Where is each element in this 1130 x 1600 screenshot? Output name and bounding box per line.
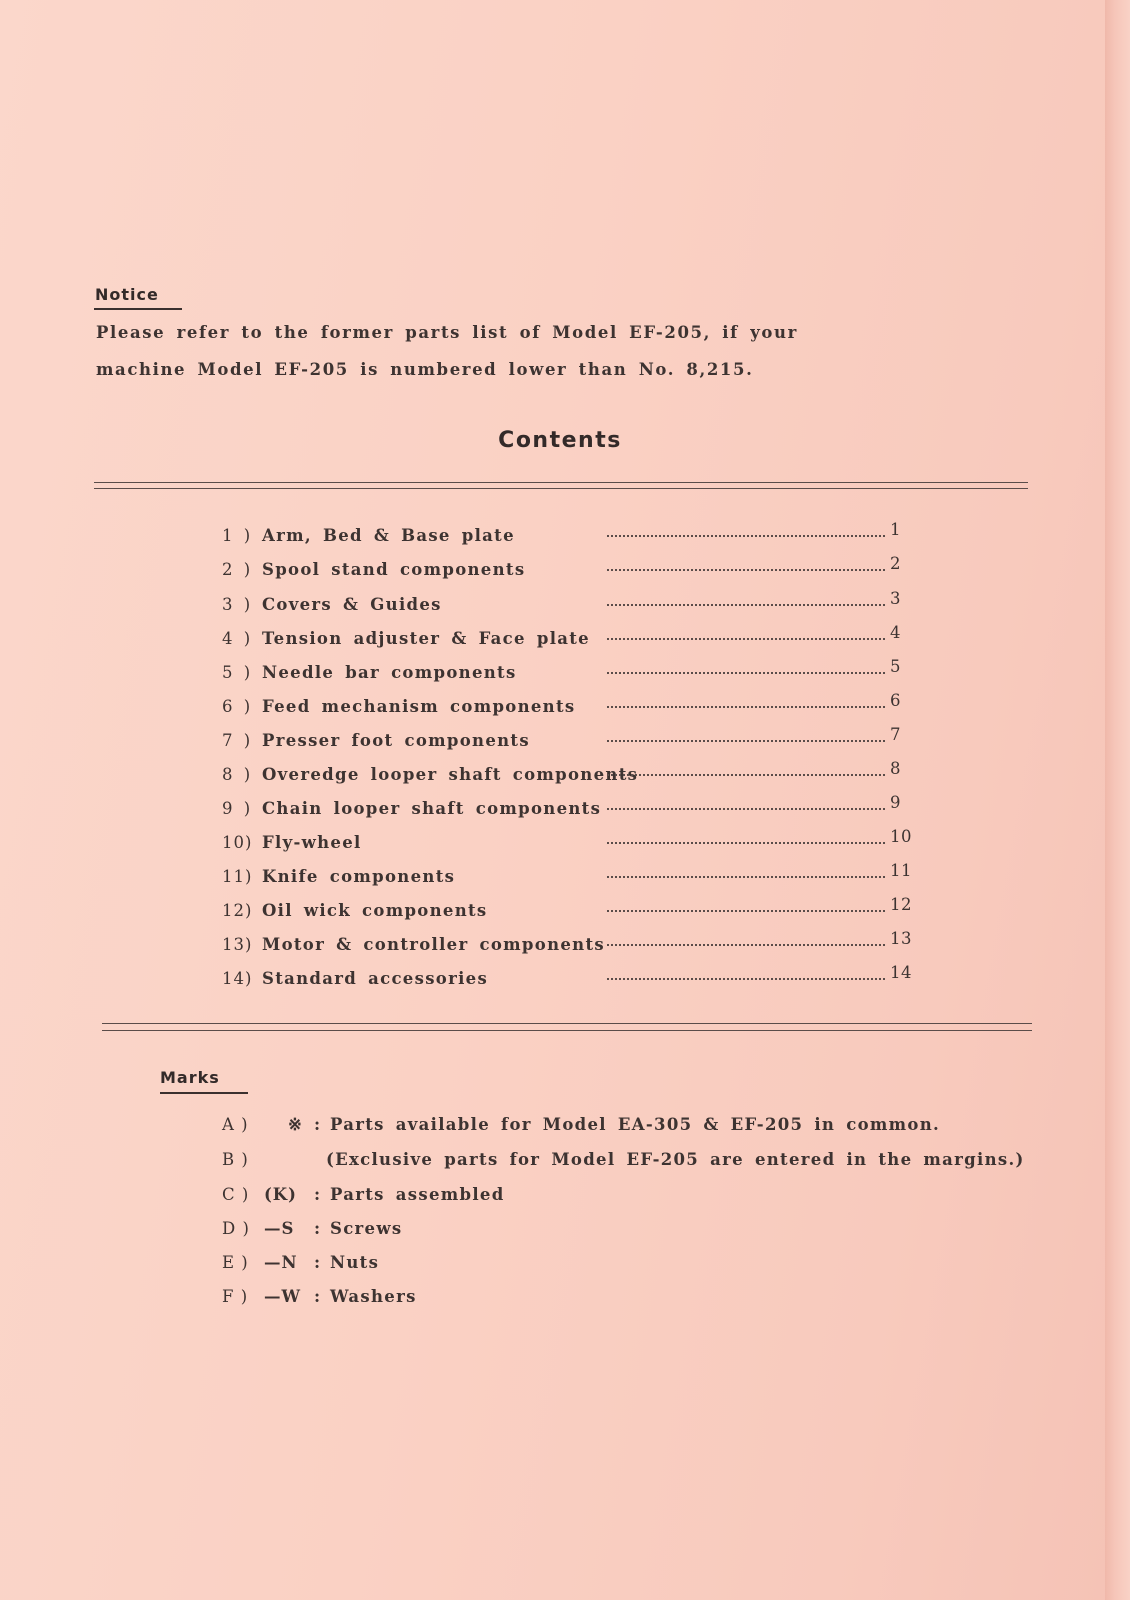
toc-leader-dots xyxy=(607,730,885,742)
toc-entry-page: 11 xyxy=(890,861,912,880)
toc-leader-dots xyxy=(607,594,885,606)
toc-entry-title: Arm, Bed & Base plate xyxy=(262,526,515,545)
toc-entry xyxy=(222,963,922,995)
toc-entry-page: 4 xyxy=(890,623,901,642)
toc-leader-dots xyxy=(607,696,885,708)
toc-entry-title: Needle bar components xyxy=(262,663,517,682)
toc-entry-title: Knife components xyxy=(262,867,456,886)
mark-entry xyxy=(222,1287,1022,1313)
toc-entry-title: Tension adjuster & Face plate xyxy=(262,629,590,648)
mark-symbol: —N xyxy=(264,1253,298,1272)
toc-entry xyxy=(222,623,922,655)
divider-rule xyxy=(102,1030,1032,1031)
toc-leader-dots xyxy=(607,866,885,878)
toc-entry-page: 13 xyxy=(890,929,912,948)
toc-entry-title: Covers & Guides xyxy=(262,595,442,614)
toc-entry xyxy=(222,929,922,961)
mark-symbol: —W xyxy=(264,1287,302,1306)
mark-description: Parts available for Model EA-305 & EF-205 in common. xyxy=(330,1115,941,1134)
marks-heading: Marks xyxy=(160,1068,220,1087)
contents-title: Contents xyxy=(498,428,622,453)
divider-rule xyxy=(94,488,1028,489)
toc-entry-page: 1 xyxy=(890,520,901,539)
toc-entry-number: 6 ) xyxy=(222,697,252,716)
mark-description: Washers xyxy=(330,1287,417,1306)
toc-entry-page: 3 xyxy=(890,589,901,608)
toc-entry-title: Oil wick components xyxy=(262,901,488,920)
toc-entry-page: 12 xyxy=(890,895,912,914)
toc-entry-page: 10 xyxy=(890,827,912,846)
toc-entry-number: 3 ) xyxy=(222,595,252,614)
mark-symbol: (K) xyxy=(264,1185,297,1204)
toc-entry xyxy=(222,691,922,723)
toc-entry-number: 7 ) xyxy=(222,731,252,750)
toc-entry xyxy=(222,554,922,586)
toc-leader-dots xyxy=(607,968,885,980)
mark-entry xyxy=(222,1115,1022,1141)
toc-entry-number: 4 ) xyxy=(222,629,252,648)
toc-entry-title: Chain looper shaft components xyxy=(262,799,602,818)
toc-entry-number: 14) xyxy=(222,969,253,988)
marks-underline xyxy=(160,1092,248,1094)
mark-colon: : xyxy=(314,1115,321,1134)
toc-entry-title: Spool stand components xyxy=(262,560,526,579)
mark-description: Nuts xyxy=(330,1253,380,1272)
toc-leader-dots xyxy=(607,900,885,912)
toc-entry xyxy=(222,520,922,552)
notice-text-line: machine Model EF-205 is numbered lower than No. 8,215. xyxy=(96,360,754,379)
toc-entry xyxy=(222,759,922,791)
mark-letter: B ) xyxy=(222,1150,249,1169)
notice-text-line: Please refer to the former parts list of Model EF-205, if your xyxy=(96,323,798,342)
toc-entry-page: 5 xyxy=(890,657,901,676)
mark-letter: F ) xyxy=(222,1287,249,1306)
toc-entry-title: Standard accessories xyxy=(262,969,489,988)
notice-heading: Notice xyxy=(95,285,159,304)
toc-entry-page: 8 xyxy=(890,759,901,778)
mark-letter: A ) xyxy=(222,1115,249,1134)
toc-entry-page: 7 xyxy=(890,725,901,744)
toc-entry xyxy=(222,793,922,825)
toc-entry xyxy=(222,895,922,927)
mark-colon: : xyxy=(314,1287,321,1306)
toc-entry-title: Fly-wheel xyxy=(262,833,362,852)
toc-entry-number: 10) xyxy=(222,833,253,852)
toc-entry-page: 2 xyxy=(890,554,901,573)
toc-leader-dots xyxy=(607,934,885,946)
toc-entry-number: 8 ) xyxy=(222,765,252,784)
mark-colon: : xyxy=(314,1185,321,1204)
toc-entry-page: 14 xyxy=(890,963,912,982)
mark-description: Screws xyxy=(330,1219,403,1238)
toc-entry-number: 11) xyxy=(222,867,253,886)
toc-entry-title: Overedge looper shaft components xyxy=(262,765,639,784)
toc-entry-title: Feed mechanism components xyxy=(262,697,576,716)
mark-symbol: —S xyxy=(264,1219,295,1238)
mark-letter: C ) xyxy=(222,1185,250,1204)
toc-entry xyxy=(222,589,922,621)
page-edge xyxy=(1105,0,1130,1600)
toc-entry-number: 2 ) xyxy=(222,560,252,579)
toc-entry xyxy=(222,657,922,689)
mark-entry xyxy=(222,1219,1022,1245)
divider-rule xyxy=(94,482,1028,483)
toc-leader-dots xyxy=(607,832,885,844)
toc-entry xyxy=(222,827,922,859)
toc-entry-number: 13) xyxy=(222,935,253,954)
mark-entry xyxy=(222,1150,1025,1176)
toc-leader-dots xyxy=(607,559,885,571)
mark-letter: E ) xyxy=(222,1253,249,1272)
toc-leader-dots xyxy=(607,628,885,640)
toc-entry-number: 9 ) xyxy=(222,799,252,818)
toc-leader-dots xyxy=(607,798,885,810)
toc-entry xyxy=(222,725,922,757)
mark-entry xyxy=(222,1185,1022,1211)
mark-letter: D ) xyxy=(222,1219,250,1238)
toc-leader-dots xyxy=(607,662,885,674)
mark-description: (Exclusive parts for Model EF-205 are entered in the margins.) xyxy=(326,1150,1025,1169)
mark-description: Parts assembled xyxy=(330,1185,505,1204)
reference-mark-symbol: ※ xyxy=(288,1115,303,1134)
toc-entry-number: 5 ) xyxy=(222,663,252,682)
toc-entry-number: 12) xyxy=(222,901,253,920)
toc-entry-page: 9 xyxy=(890,793,901,812)
toc-entry-title: Motor & controller components xyxy=(262,935,605,954)
toc-entry xyxy=(222,861,922,893)
mark-entry xyxy=(222,1253,1022,1279)
mark-colon: : xyxy=(314,1219,321,1238)
toc-leader-dots xyxy=(607,764,885,776)
notice-underline xyxy=(94,308,182,310)
toc-entry-title: Presser foot components xyxy=(262,731,530,750)
toc-entry-page: 6 xyxy=(890,691,901,710)
toc-entry-number: 1 ) xyxy=(222,526,252,545)
toc-leader-dots xyxy=(607,525,885,537)
mark-colon: : xyxy=(314,1253,321,1272)
divider-rule xyxy=(102,1023,1032,1024)
